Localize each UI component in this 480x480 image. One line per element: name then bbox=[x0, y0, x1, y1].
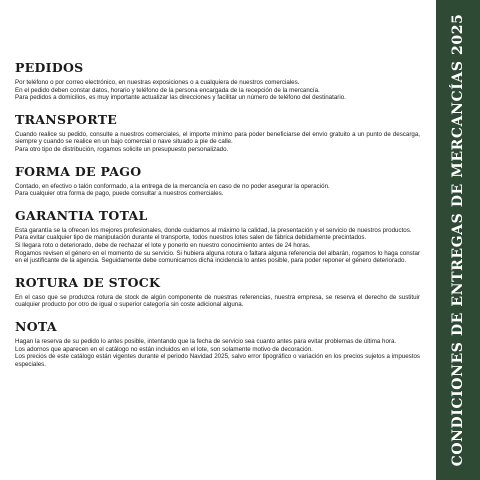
section-heading: PEDIDOS bbox=[15, 60, 84, 75]
section-body bbox=[15, 338, 420, 368]
section-heading: ROTURA DE STOCK bbox=[15, 274, 161, 290]
section-nota bbox=[15, 319, 420, 368]
body-line: Por teléfono o por correo electrónico, en nuestras exposiciones o a cualquiera de nuestros comerciales. bbox=[15, 79, 300, 86]
body-line: Cuando realice su pedido, consulte a nuestros comerciales, el importe mínimo para poder beneficiarse del envío gratuito a un punto de descarga, siempre y cuando se realice en un bajo comercial o nave situado a pie de calle. bbox=[15, 130, 420, 146]
body-line: Para pedidos a domicilios, es muy importante actualizar las direcciones y facilitar un número de teléfono del destinatario. bbox=[15, 94, 346, 102]
body-line: Para cualquier otra forma de pago, puede consultar a nuestros comerciales. bbox=[15, 190, 224, 198]
vertical-page-title: CONDICIONES DE ENTREGAS DE MERCANCÍAS 2025 bbox=[450, 13, 466, 467]
body-line: Los adornos que aparecen en el catálogo no están incluidos en el lote, son solamente motivo de decoración. bbox=[15, 345, 313, 353]
section-rotura-de-stock bbox=[15, 275, 420, 309]
conditions-content bbox=[15, 60, 420, 378]
section-heading: GARANTIA TOTAL bbox=[15, 207, 148, 223]
body-line: Los precios de este catálogo están vigentes durante el periodo Navidad 2025, salvo error tipográfico o variación en los precios sujetos a impuestos especiales. bbox=[15, 353, 420, 368]
section-garantia-total bbox=[15, 208, 420, 265]
body-line: Para evitar cualquier tipo de manipulación durante el transporte, todos nuestros lotes salen de fábrica debidamente precintados. bbox=[15, 234, 367, 242]
body-line: Esta garantía se la ofrecen los mejores profesionales, donde cuidamos al máximo la calidad, la presentación y el servicio de nuestros productos. bbox=[15, 226, 412, 234]
section-body bbox=[15, 79, 420, 102]
section-transporte bbox=[15, 112, 420, 154]
body-line: Hagan la reserva de su pedido lo antes posible, intentando que la fecha de servicio sea cuanto antes para evitar problemas de última hora. bbox=[15, 337, 397, 345]
section-heading: FORMA DE PAGO bbox=[15, 163, 142, 179]
body-line: En el caso que se produzca rotura de stock de algún componente de nuestras referencias, nuestra empresa, se reserva el derecho de sustituir cualquier producto por otro de igual o superior categoría sin coste adicional alguna. bbox=[15, 293, 420, 309]
section-body bbox=[15, 294, 420, 309]
body-line: Contado, en efectivo o talón conformado, a la entrega de la mercancía en caso de no poder asegurar la operación. bbox=[15, 182, 330, 190]
section-body bbox=[15, 227, 420, 265]
body-line: Si llegara roto o deteriorado, debe de rechazar el lote y ponerlo en nuestro conocimiento antes de 24 horas. bbox=[15, 241, 311, 249]
body-line: Rogamos revisen el género en el momento de su servicio. Si hubiera alguna rotura o faltara alguna referencia del albarán, rogamos lo haga constar en el justificante de la agencia. Seguidamente debe comunicarnos dicha incidencia lo antes posible, para poder reponer el género deteriorado. bbox=[15, 249, 420, 265]
title-sidebar bbox=[436, 0, 480, 480]
section-heading: TRANSPORTE bbox=[15, 111, 118, 127]
section-pedidos bbox=[15, 60, 420, 102]
section-forma-de-pago bbox=[15, 164, 420, 198]
section-body bbox=[15, 183, 420, 198]
section-body bbox=[15, 131, 420, 154]
body-line: Para otro tipo de distribución, rogamos solicite un presupuesto personalizado. bbox=[15, 145, 229, 153]
section-heading: NOTA bbox=[15, 318, 57, 334]
body-line: En el pedido deben constar datos, horario y teléfono de la persona encargada de la recepción de la mercancía. bbox=[15, 86, 320, 94]
